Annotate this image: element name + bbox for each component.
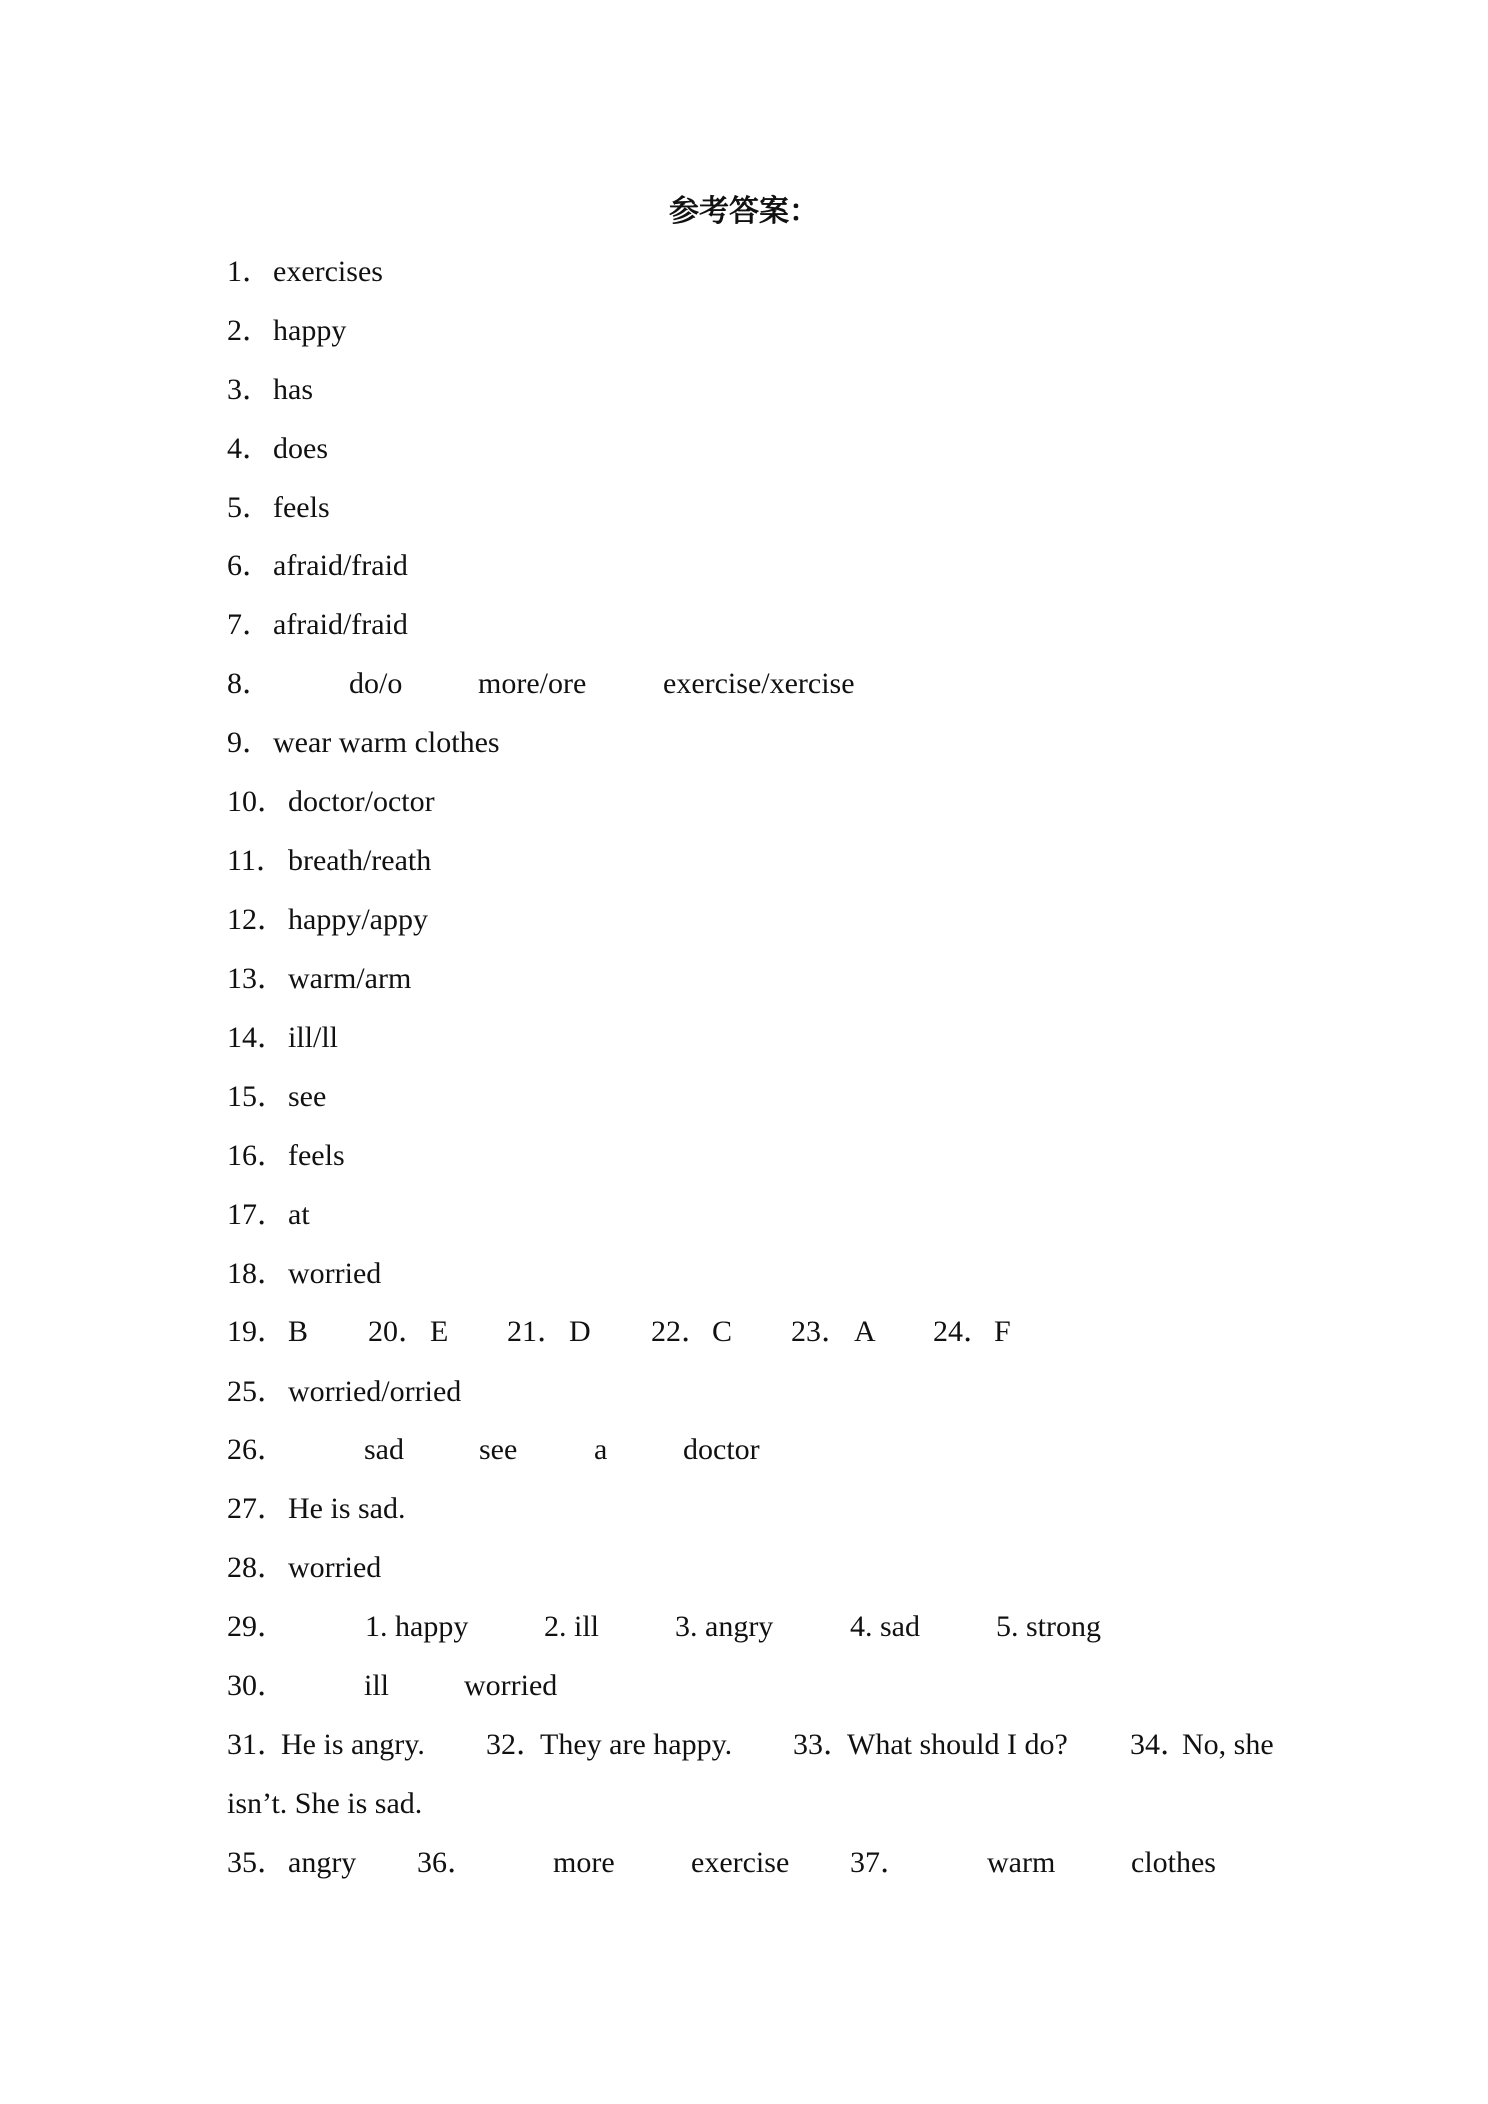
answer-number: 12．: [227, 903, 287, 936]
answer-row-6: [0, 548, 1488, 584]
answer-row-28: [0, 1550, 1488, 1586]
answer-part: a: [594, 1433, 608, 1466]
answer-text: ill/ll: [288, 1021, 339, 1054]
answer-row-13: [0, 961, 1488, 997]
answer-text: F: [994, 1315, 1011, 1348]
answer-row-27: [0, 1491, 1488, 1527]
answer-part: do/o: [349, 667, 403, 700]
answer-number: 17．: [227, 1198, 287, 1231]
answer-number: 35．: [227, 1846, 287, 1879]
answer-row-5: [0, 490, 1488, 526]
answer-text: angry: [288, 1846, 357, 1879]
answer-number: 24．: [933, 1315, 993, 1348]
answer-text: at: [288, 1198, 310, 1231]
answer-text: C: [712, 1315, 733, 1348]
answer-row-3: [0, 372, 1488, 408]
answer-part: 4. sad: [850, 1610, 920, 1643]
answer-row-19-24: [0, 1314, 1488, 1350]
answer-number: 19．: [227, 1315, 287, 1348]
answer-row-12: [0, 902, 1488, 938]
answer-row-15: [0, 1079, 1488, 1115]
answer-text: E: [430, 1315, 449, 1348]
answer-text: afraid/fraid: [273, 608, 408, 641]
answer-text: has: [273, 373, 313, 406]
answer-number: 18．: [227, 1257, 287, 1290]
answer-row-16: [0, 1138, 1488, 1174]
answer-part: ill: [364, 1669, 390, 1702]
answer-row-34-continued: [0, 1786, 1488, 1822]
answer-number: 10．: [227, 785, 287, 818]
answer-text: feels: [273, 491, 330, 524]
answer-number: 6．: [227, 549, 272, 582]
answer-text: exercises: [273, 255, 383, 288]
answer-number: 34．: [1130, 1728, 1190, 1761]
answer-row-14: [0, 1020, 1488, 1056]
answer-number: 25．: [227, 1375, 287, 1408]
answer-number: 16．: [227, 1139, 287, 1172]
page-title: 参考答案：: [669, 195, 819, 228]
answer-number: 20．: [368, 1315, 428, 1348]
answer-text: wear warm clothes: [273, 726, 500, 759]
answer-text: worried: [288, 1257, 382, 1290]
answer-number: 14．: [227, 1021, 287, 1054]
answer-row-4: [0, 431, 1488, 467]
answer-row-18: [0, 1256, 1488, 1292]
answer-number: 27．: [227, 1492, 287, 1525]
answer-number: 23．: [791, 1315, 851, 1348]
answer-text: They are happy.: [540, 1728, 733, 1761]
answer-row-7: [0, 607, 1488, 643]
answer-row-2: [0, 313, 1488, 349]
answer-text: He is sad.: [288, 1492, 406, 1525]
answer-text: breath/reath: [288, 844, 432, 877]
answer-number: 15．: [227, 1080, 287, 1113]
answer-text: happy/appy: [288, 903, 428, 936]
answer-number: 28．: [227, 1551, 287, 1584]
answer-row-31-34: [0, 1727, 1488, 1763]
answer-part: sad: [364, 1433, 404, 1466]
answer-text: B: [288, 1315, 309, 1348]
answer-row-10: [0, 784, 1488, 820]
answer-number: 31．: [227, 1728, 287, 1761]
answer-number: 3．: [227, 373, 272, 406]
answer-number: 33．: [793, 1728, 853, 1761]
answer-text: warm/arm: [288, 962, 412, 995]
answer-text: see: [288, 1080, 327, 1113]
answer-text: doctor/octor: [288, 785, 435, 818]
answer-number: 11．: [227, 844, 286, 877]
answer-row-29: [0, 1609, 1488, 1645]
answer-number: 2．: [227, 314, 272, 347]
answer-row-8: [0, 666, 1488, 702]
answer-part: 1. happy: [365, 1610, 469, 1643]
answer-number: 1．: [227, 255, 272, 288]
answer-number: 29．: [227, 1610, 287, 1643]
answer-part: exercise: [691, 1846, 790, 1879]
answer-number: 13．: [227, 962, 287, 995]
answer-number: 22．: [651, 1315, 711, 1348]
answer-number: 32．: [486, 1728, 546, 1761]
answer-part: warm: [987, 1846, 1056, 1879]
answer-text: D: [569, 1315, 591, 1348]
answer-text: worried/orried: [288, 1375, 462, 1408]
answer-row-35-37: [0, 1845, 1488, 1881]
answer-text: He is angry.: [281, 1728, 425, 1761]
answer-number: 36．: [417, 1846, 477, 1879]
answer-part: 5. strong: [996, 1610, 1101, 1643]
answer-part: more: [553, 1846, 615, 1879]
answer-row-30: [0, 1668, 1488, 1704]
answer-text: feels: [288, 1139, 345, 1172]
answer-part: worried: [464, 1669, 558, 1702]
answer-part: clothes: [1131, 1846, 1216, 1879]
answer-number: 9．: [227, 726, 272, 759]
answer-part: doctor: [683, 1433, 760, 1466]
answer-text: A: [854, 1315, 876, 1348]
answer-text: No, she: [1182, 1728, 1274, 1761]
answer-row-17: [0, 1197, 1488, 1233]
answer-row-25: [0, 1374, 1488, 1410]
answer-text: afraid/fraid: [273, 549, 408, 582]
answer-row-11: [0, 843, 1488, 879]
answer-number: 4．: [227, 432, 272, 465]
answer-part: exercise/xercise: [663, 667, 855, 700]
answer-text: What should I do?: [847, 1728, 1068, 1761]
answer-number: 21．: [507, 1315, 567, 1348]
answer-part: 2. ill: [544, 1610, 600, 1643]
answer-part: 3. angry: [675, 1610, 774, 1643]
answer-number: 30．: [227, 1669, 287, 1702]
answer-row-26: [0, 1432, 1488, 1468]
answer-text: happy: [273, 314, 347, 347]
answer-number: 37．: [850, 1846, 910, 1879]
answer-text: isn’t. She is sad.: [227, 1787, 423, 1820]
answer-number: 7．: [227, 608, 272, 641]
answer-row-1: [0, 254, 1488, 290]
answer-text: does: [273, 432, 328, 465]
answer-number: 8．: [227, 667, 272, 700]
answer-part: see: [479, 1433, 518, 1466]
answer-row-9: [0, 725, 1488, 761]
answer-text: worried: [288, 1551, 382, 1584]
answer-number: 26．: [227, 1433, 287, 1466]
answer-number: 5．: [227, 491, 272, 524]
answer-part: more/ore: [478, 667, 587, 700]
